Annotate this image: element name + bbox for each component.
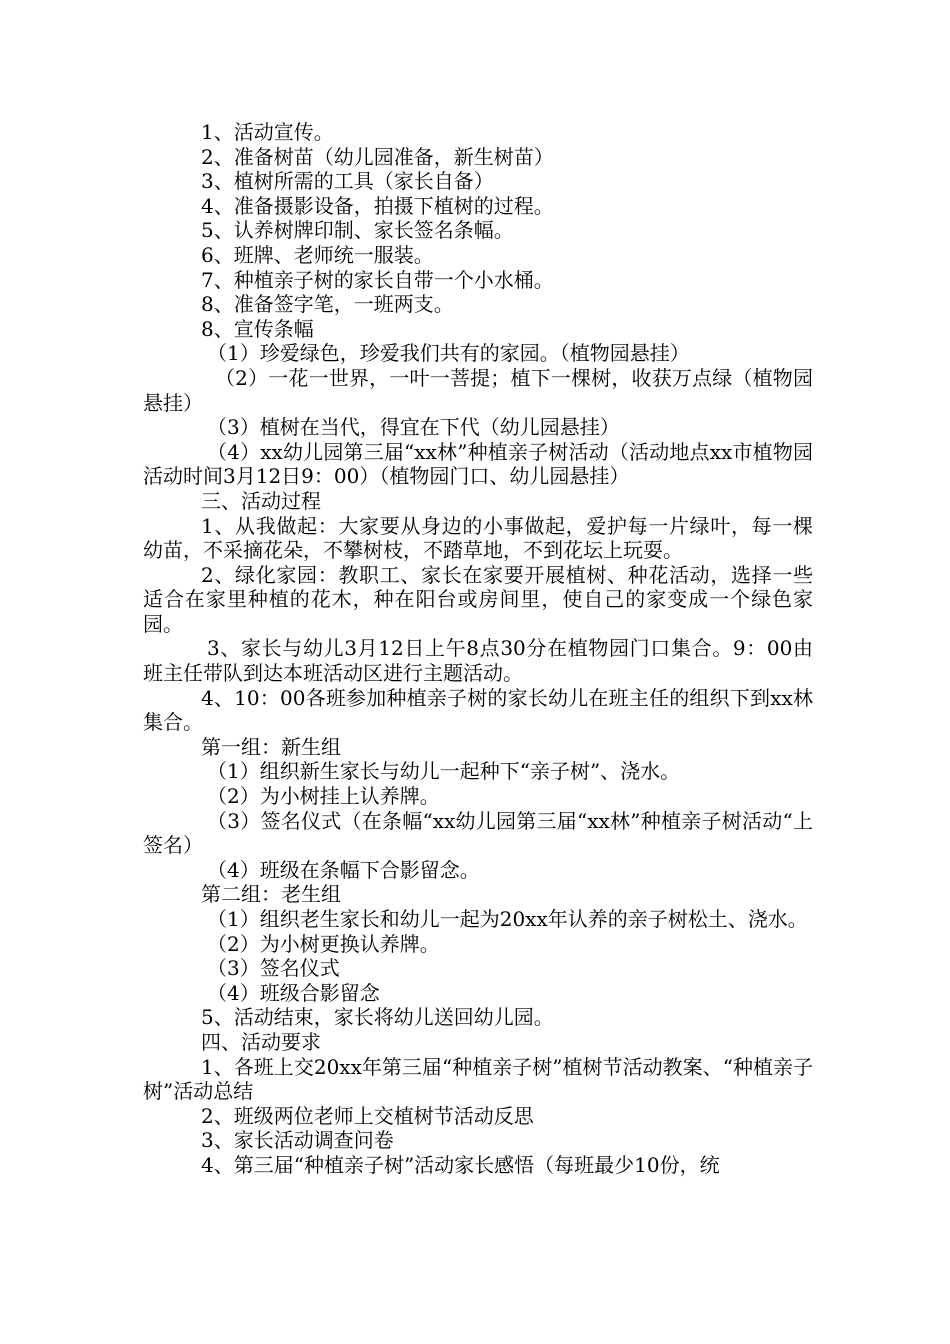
paragraph: （4）班级在条幅下合影留念。: [207, 857, 480, 882]
paragraph: 2、绿化家园：教职工、家长在家要开展植树、种花活动，选择一些适合在家里种植的花木，种在阳台或房间里，使自己的家变成一个绿色家园。: [143, 562, 813, 636]
banner-slogan: （1）珍爱绿色，珍爱我们共有的家园。（植物园悬挂）: [207, 341, 690, 366]
paragraph: 6、班牌、老师统一服装。: [201, 242, 434, 267]
paragraph: 2、准备树苗（幼儿园准备，新生树苗）: [201, 144, 554, 169]
paragraph: 1、活动宣传。: [201, 120, 334, 144]
banner-slogan: （3）植树在当代，得宜在下代（幼儿园悬挂）: [207, 415, 620, 440]
paragraph: 2、班级两位老师上交植树节活动反思: [201, 1103, 534, 1128]
paragraph: （3）签名仪式（在条幅“xx幼儿园第三届“xx林”种植亲子树活动“上签名）: [143, 808, 813, 858]
section-heading: 三、活动过程: [201, 488, 321, 513]
paragraph: （2）为小树挂上认养牌。: [207, 784, 440, 809]
banner-slogan: （4）xx幼儿园第三届“xx林”种植亲子树活动（活动地点xx市植物园活动时间3月12日9：00）（植物园门口、幼儿园悬挂）: [143, 439, 813, 489]
banner-slogan: （2）一花一世界，一叶一菩提；植下一棵树，收获万点绿（植物园悬挂）: [143, 365, 813, 415]
paragraph: 5、活动结束，家长将幼儿送回幼儿园。: [201, 1005, 554, 1030]
paragraph: 4、第三届“种植亲子树”活动家长感悟（每班最少10份，统: [201, 1152, 720, 1177]
paragraph: （1）组织老生家长和幼儿一起为20xx年认养的亲子树松土、浇水。: [207, 907, 808, 931]
paragraph: 8、准备签字笔，一班两支。: [201, 292, 454, 317]
paragraph: 8、宣传条幅: [201, 316, 314, 341]
paragraph: 4、准备摄影设备，拍摄下植树的过程。: [201, 193, 554, 218]
paragraph: 3、植树所需的工具（家长自备）: [201, 169, 494, 194]
paragraph: 3、家长活动调查问卷: [201, 1128, 394, 1153]
paragraph: 7、种植亲子树的家长自带一个小水桶。: [201, 267, 554, 292]
paragraph: 1、从我做起：大家要从身边的小事做起，爱护每一片绿叶，每一棵幼苗，不采摘花朵，不攀树枝，不踏草地，不到花坛上玩耍。: [143, 513, 813, 563]
group-heading: 第一组：新生组: [201, 734, 341, 759]
paragraph: （3）签名仪式: [207, 956, 340, 981]
section-heading: 四、活动要求: [201, 1029, 321, 1054]
paragraph: （1）组织新生家长与幼儿一起种下“亲子树”、浇水。: [207, 759, 681, 784]
paragraph: （2）为小树更换认养牌。: [207, 931, 440, 956]
paragraph: 1、各班上交20xx年第三届“种植亲子树”植树节活动教案、“种植亲子树”活动总结: [143, 1054, 813, 1104]
paragraph: 3、家长与幼儿3月12日上午8点30分在植物园门口集合。9：00由班主任带队到达本班活动区进行主题活动。: [143, 636, 813, 686]
group-heading: 第二组：老生组: [201, 882, 341, 907]
paragraph: 4、10：00各班参加种植亲子树的家长幼儿在班主任的组织下到xx林集合。: [143, 685, 813, 735]
paragraph: 5、认养树牌印制、家长签名条幅。: [201, 218, 514, 243]
document-body: [143, 120, 813, 1178]
paragraph: （4）班级合影留念: [207, 980, 380, 1005]
